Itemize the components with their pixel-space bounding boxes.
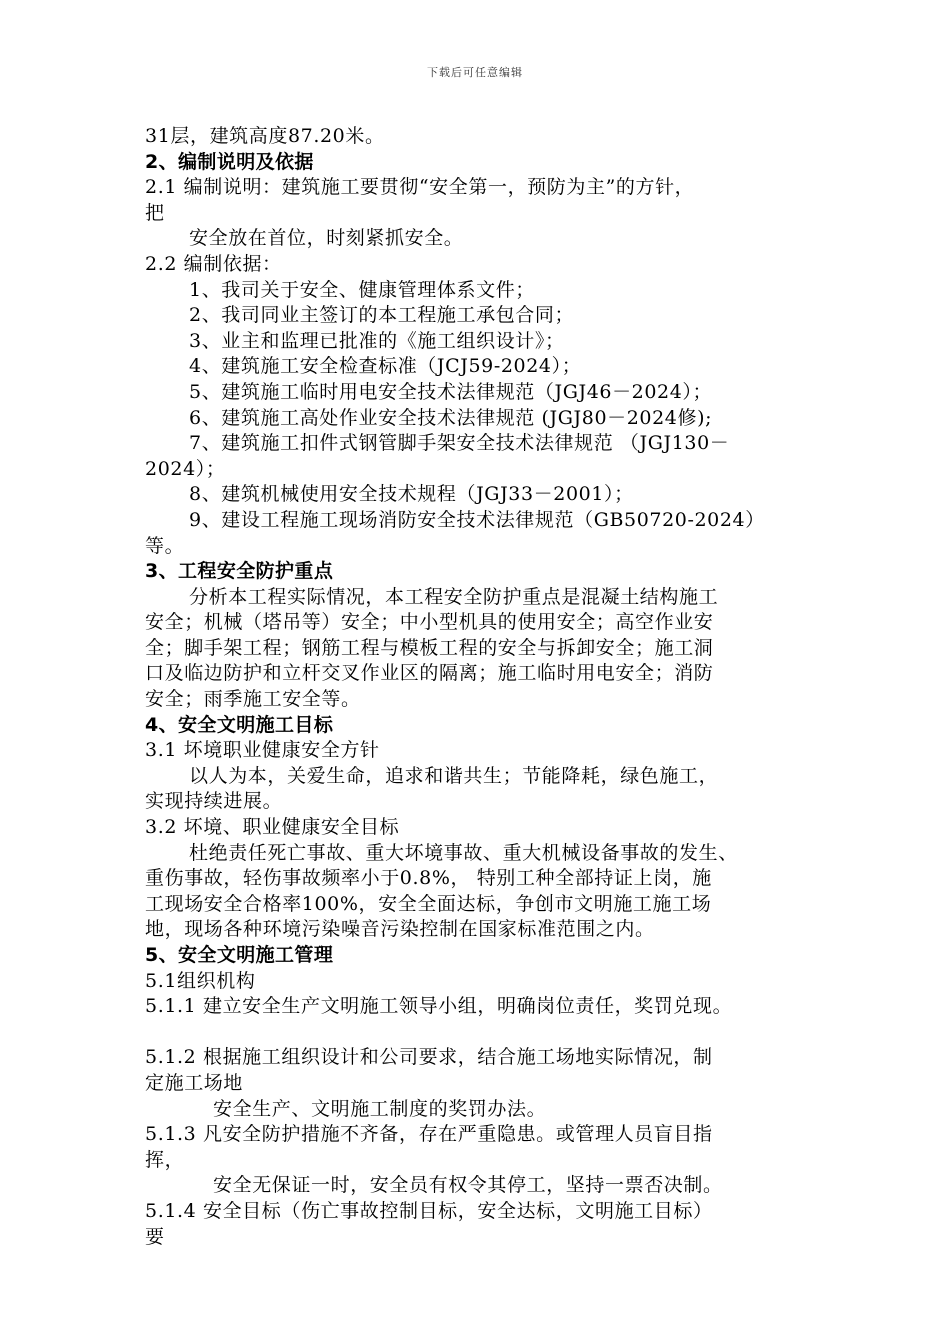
- section-heading-4: 4、安全文明施工目标: [145, 713, 334, 736]
- text-line: 2.1 编制说明：建筑施工要贯彻“安全第一，预防为主”的方针，: [145, 176, 695, 199]
- text-line: 挥，: [145, 1148, 185, 1171]
- list-item: 5、建筑施工临时用电安全技术法律规范（JGJ46－2024）；: [189, 380, 713, 403]
- text-line: 2.2 编制依据：: [145, 252, 282, 275]
- list-item: 2、我司同业主签订的本工程施工承包合同；: [189, 304, 575, 327]
- text-line: 定施工场地: [145, 1071, 244, 1094]
- blank-line: [145, 1020, 810, 1046]
- text-line: 杜绝责任死亡事故、重大坏境事故、重大机械设备事故的发生、: [189, 841, 738, 864]
- text-line: 工现场安全合格率100%，安全全面达标，争创市文明施工施工场: [145, 892, 712, 915]
- text-line: 安全放在首位，时刻紧抓安全。: [189, 227, 464, 250]
- list-item: 1、我司关于安全、健康管理体系文件；: [189, 278, 535, 301]
- text-line: 5.1.3 凡安全防护措施不齐备，存在严重隐患。或管理人员盲目指: [145, 1123, 713, 1146]
- text-line: 等。: [145, 534, 185, 557]
- text-line: 安全；雨季施工安全等。: [145, 688, 361, 711]
- text-line: 全；脚手架工程；钢筋工程与模板工程的安全与拆卸安全；施工洞: [145, 636, 714, 659]
- page-header: 下载后可任意编辑: [427, 66, 523, 79]
- text-line: 口及临边防护和立杆交叉作业区的隔离；施工临时用电安全；消防: [145, 662, 714, 685]
- text-line: 5.1.4 安全目标（伤亡事故控制目标，安全达标，文明施工目标）: [145, 1199, 713, 1222]
- text-line: 安全无保证一时，安全员有权令其停工，坚持一票否决制。: [213, 1174, 723, 1197]
- text-line: 要: [145, 1225, 165, 1248]
- text-line: 把: [145, 201, 165, 224]
- text-line: 5.1.1 建立安全生产文明施工领导小组，明确岗位责任，奖罚兑现。: [145, 995, 733, 1018]
- list-item: 8、建筑机械使用安全技术规程（JGJ33－2001）；: [189, 483, 634, 506]
- section-heading-2: 2、编制说明及依据: [145, 150, 314, 173]
- text-line: 实现持续进展。: [145, 790, 283, 813]
- text-line: 分析本工程实际情况，本工程安全防护重点是混凝土结构施工: [189, 585, 719, 608]
- list-item: 7、建筑施工扣件式钢管脚手架安全技术法律规范 （JGJ130－: [189, 432, 730, 455]
- text-line: 31层，建筑高度87.20米。: [145, 125, 385, 147]
- document-body: [145, 124, 810, 1250]
- text-line: 安全；机械（塔吊等）安全；中小型机具的使用安全；高空作业安: [145, 611, 714, 634]
- text-line: 安全生产、文明施工制度的奖罚办法。: [213, 1097, 547, 1120]
- text-line: 5.1.2 根据施工组织设计和公司要求，结合施工场地实际情况，制: [145, 1046, 713, 1069]
- list-item: 9、建设工程施工现场消防安全技术法律规范（GB50720-2024）: [189, 508, 765, 531]
- text-line: 2024）；: [145, 457, 226, 480]
- text-line: 5.1组织机构: [145, 969, 256, 992]
- section-heading-3: 3、工程安全防护重点: [145, 560, 334, 583]
- text-line: 3.2 坏境、职业健康安全目标: [145, 816, 400, 839]
- text-line: 重伤事故，轻伤事故频率小于0.8%， 特别工种全部持证上岗，施: [145, 867, 712, 890]
- list-item: 3、业主和监理已批准的《施工组织设计》；: [189, 329, 565, 352]
- text-line: 以人为本，关爱生命，追求和谐共生；节能降耗，绿色施工，: [189, 764, 719, 787]
- section-heading-5: 5、安全文明施工管理: [145, 944, 334, 966]
- text-line: 3.1 坏境职业健康安全方针: [145, 739, 380, 762]
- list-item: 6、建筑施工高处作业安全技术法律规范 (JGJ80－2024修);: [189, 406, 713, 429]
- text-line: 地，现场各种环境污染噪音污染控制在国家标准范围之内。: [145, 918, 655, 941]
- list-item: 4、建筑施工安全检查标准（JCJ59-2024）；: [189, 355, 582, 378]
